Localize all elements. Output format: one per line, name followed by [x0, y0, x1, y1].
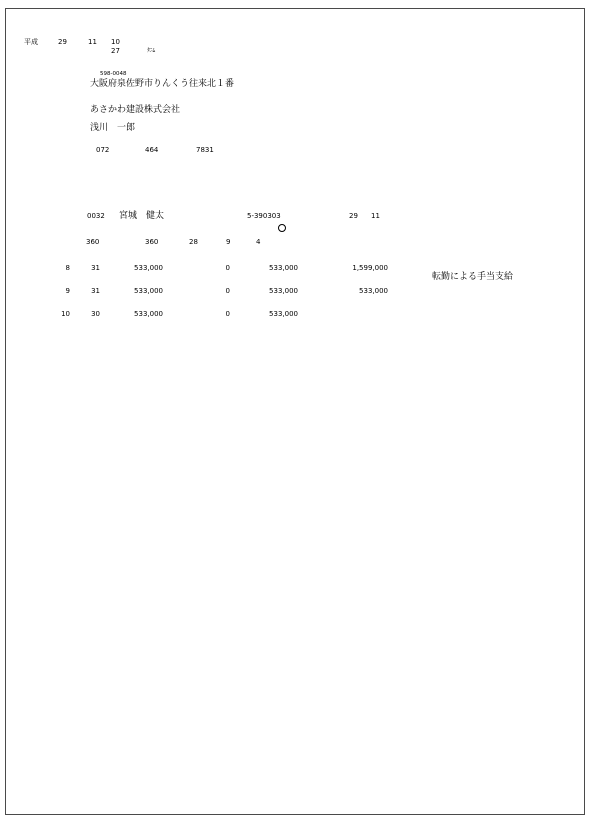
- row-base: 533,000: [134, 310, 163, 318]
- row-other: 0: [225, 264, 230, 272]
- summary-v4: 9: [226, 238, 231, 246]
- row-month: 8: [65, 264, 70, 272]
- row-total: 533,000: [269, 264, 298, 272]
- summary-v1: 360: [86, 238, 100, 246]
- phone-number: 7831: [196, 146, 214, 154]
- summary-v2: 360: [145, 238, 159, 246]
- row-total: 533,000: [269, 310, 298, 318]
- row-sum: 533,000: [359, 287, 388, 295]
- summary-v5: 4: [256, 238, 261, 246]
- row-other: 0: [225, 287, 230, 295]
- representative-name: 浅川 一郎: [90, 123, 136, 133]
- employee-name: 宮城 健太: [119, 211, 165, 221]
- company-name: あさかわ建設株式会社: [90, 105, 181, 115]
- header-year: 29: [58, 38, 67, 46]
- row-days: 31: [91, 264, 100, 272]
- insurance-number: 5-390303: [247, 212, 281, 220]
- header-day: 10: [111, 38, 120, 46]
- row-days: 31: [91, 287, 100, 295]
- employee-month: 11: [371, 212, 380, 220]
- summary-v3: 28: [189, 238, 198, 246]
- header-sub-number: 27: [111, 47, 120, 55]
- row-other: 0: [225, 310, 230, 318]
- header-sub-label: ﾀﾆﾑ: [147, 48, 156, 54]
- era-label: 平成: [24, 38, 38, 46]
- row-month: 9: [65, 287, 70, 295]
- row-days: 30: [91, 310, 100, 318]
- row-sum: 1,599,000: [352, 264, 388, 272]
- employee-id: 0032: [87, 212, 105, 220]
- street-address: 大阪府泉佐野市りんくう往来北１番: [90, 79, 235, 89]
- row-base: 533,000: [134, 264, 163, 272]
- row-base: 533,000: [134, 287, 163, 295]
- circle-mark: [278, 224, 286, 232]
- remarks-note: 転勤による手当支給: [432, 272, 514, 282]
- row-month: 10: [61, 310, 70, 318]
- phone-exchange: 464: [145, 146, 159, 154]
- header-month: 11: [88, 38, 97, 46]
- row-total: 533,000: [269, 287, 298, 295]
- postal-code: 598-0048: [100, 71, 127, 77]
- phone-area: 072: [96, 146, 110, 154]
- employee-year: 29: [349, 212, 358, 220]
